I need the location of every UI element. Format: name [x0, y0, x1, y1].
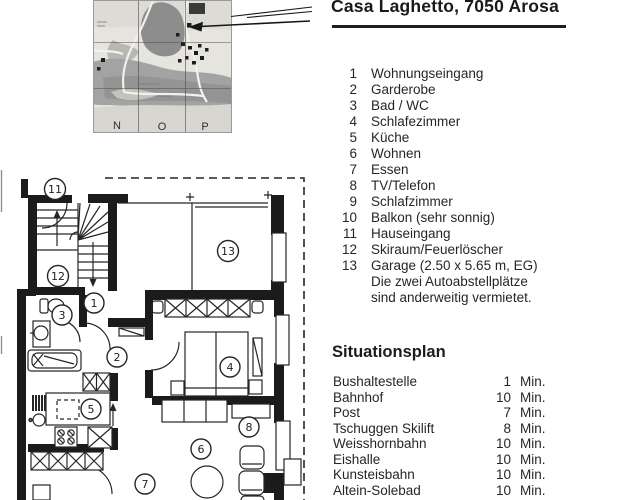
- situation-minutes: 10: [495, 467, 511, 482]
- legend-row: [332, 98, 538, 114]
- legend-note-line: Die zwei Autoabstellplätze: [371, 274, 528, 289]
- room-label-4-text: 4: [226, 361, 234, 374]
- legend-label: Küche: [371, 130, 410, 145]
- legend-label: Wohnungseingang: [371, 66, 484, 81]
- situation-minutes: 1: [503, 374, 511, 389]
- situation-unit: Min.: [520, 405, 546, 420]
- room-label-8: [239, 417, 259, 437]
- situation-unit: Min.: [520, 389, 546, 405]
- situation-place: Kunsteisbahn: [333, 467, 415, 482]
- situation-minutes: 10: [495, 451, 511, 467]
- legend-label: Bad / WC: [371, 98, 429, 113]
- kitchen-cabinet: [88, 427, 112, 448]
- legend-num: 4: [349, 114, 357, 129]
- legend-row: [332, 146, 538, 162]
- kitchen-radiator: [33, 395, 45, 411]
- legend-row: [332, 162, 538, 178]
- kitchen-sink: [29, 414, 45, 426]
- legend-num: 9: [349, 194, 357, 209]
- legend-row: [332, 258, 538, 274]
- situation-place: Weisshornbahn: [333, 436, 427, 451]
- legend-num: 8: [349, 178, 357, 193]
- legend-num: 11: [342, 226, 357, 241]
- room-label-2-text: 2: [113, 351, 121, 364]
- armchairs: [239, 446, 264, 500]
- room-label-11-text: 11: [48, 183, 62, 196]
- situation-minutes: 10: [495, 482, 511, 498]
- legend-label: Garderobe: [371, 82, 436, 97]
- legend-num: 10: [341, 210, 357, 225]
- situationsplan-list: [333, 374, 546, 498]
- legend-row: [332, 226, 538, 242]
- legend-num: 13: [341, 258, 357, 273]
- legend-label: TV/Telefon: [371, 178, 436, 193]
- legend-row: [332, 66, 538, 82]
- legend-label: Schlafzimmer: [371, 194, 453, 209]
- situation-minutes: 7: [503, 405, 511, 420]
- legend-label: Essen: [371, 162, 409, 177]
- kitchen-wardrobe: [31, 452, 103, 470]
- legend-num: 5: [349, 130, 357, 145]
- situation-minutes: 8: [503, 420, 511, 436]
- room-label-13-text: 13: [221, 245, 235, 258]
- situation-row: [333, 483, 546, 499]
- map-grid-letter-p: P: [201, 121, 209, 133]
- legend-row: [332, 210, 538, 226]
- situation-row: [333, 374, 546, 390]
- room-label-3: [52, 305, 72, 325]
- garage-side-door: [272, 233, 286, 282]
- page-title: Casa Laghetto, 7050 Arosa: [331, 0, 560, 16]
- situation-place: Altein-Solebad: [333, 482, 421, 498]
- map-grid-letter-o: O: [157, 121, 167, 133]
- room-label-1: [84, 293, 104, 313]
- room-legend: [332, 66, 538, 306]
- room-label-8-text: 8: [245, 421, 253, 434]
- room-label-11: [45, 179, 66, 200]
- legend-label: Balkon (sehr sonnig): [371, 210, 495, 225]
- room-label-12-text: 12: [51, 270, 65, 283]
- small-cabinet: [33, 485, 50, 500]
- title-rule: [332, 25, 566, 28]
- situation-row: [333, 467, 546, 483]
- legend-label: Wohnen: [371, 146, 422, 161]
- situation-unit: Min.: [520, 420, 546, 436]
- hall-radiator: [119, 328, 144, 336]
- legend-num: 1: [349, 66, 357, 81]
- map-grid-letter-n: N: [113, 120, 121, 132]
- situation-row: [333, 390, 546, 406]
- legend-row: [332, 82, 538, 98]
- legend-row: [332, 130, 538, 146]
- garage-outline: [118, 191, 272, 290]
- situation-unit: Min.: [520, 467, 546, 482]
- situation-unit: Min.: [520, 451, 546, 467]
- floor-plan: [0, 165, 322, 500]
- bedroom-door: [151, 342, 179, 370]
- room-label-12: [48, 266, 69, 287]
- entry-cupboard: [83, 373, 110, 391]
- situation-unit: Min.: [520, 482, 546, 498]
- situation-row: [333, 452, 546, 468]
- arrowhead: [189, 22, 204, 32]
- situationsplan-heading: Situationsplan: [332, 343, 446, 361]
- apartment-entry-door: [84, 323, 110, 349]
- legend-row: [332, 114, 538, 130]
- legend-label: Skiraum/Feuerlöscher: [371, 242, 504, 257]
- room-label-7-text: 7: [141, 478, 149, 491]
- balcony-edge: [284, 459, 301, 485]
- legend-row: [332, 242, 538, 258]
- legend-row: [332, 178, 538, 194]
- situation-place: Post: [333, 405, 361, 420]
- survey-tick-2: [264, 191, 272, 199]
- stove: [55, 427, 77, 447]
- legend-label: Garage (2.50 x 5.65 m, EG): [371, 258, 538, 273]
- situation-row: [333, 436, 546, 452]
- windows: [272, 233, 301, 485]
- bathroom-sink: [30, 321, 50, 347]
- situation-place: Bushaltestelle: [333, 374, 418, 389]
- legend-label: Hauseingang: [371, 226, 451, 241]
- situation-place: Eishalle: [333, 451, 381, 467]
- double-bed: [171, 332, 262, 396]
- room-label-1-text: 1: [90, 297, 98, 310]
- house-entrance-door: [42, 203, 67, 228]
- bedroom-window: [276, 315, 289, 365]
- room-label-5: [81, 399, 101, 419]
- legend-num: 12: [341, 242, 357, 257]
- situation-row: [333, 405, 546, 421]
- legend-num: 7: [349, 162, 357, 177]
- survey-tick-1: [186, 193, 194, 201]
- legend-label: Schlafezimmer: [371, 114, 461, 129]
- room-label-6: [191, 439, 211, 459]
- situation-minutes: 10: [495, 389, 511, 405]
- room-label-3-text: 3: [58, 309, 66, 322]
- room-label-6-text: 6: [197, 443, 205, 456]
- room-label-13: [218, 241, 239, 262]
- situation-place: Bahnhof: [333, 389, 384, 405]
- situation-unit: Min.: [520, 436, 546, 451]
- legend-num: 6: [349, 146, 357, 161]
- situation-minutes: 10: [495, 436, 511, 451]
- situation-place: Tschuggen Skilift: [333, 420, 435, 436]
- arrow-lines: [189, 7, 313, 32]
- situation-row: [333, 421, 546, 437]
- legend-num: 2: [349, 82, 357, 97]
- bedroom-radiator: [253, 338, 262, 376]
- situation-unit: Min.: [520, 374, 546, 389]
- room-label-5-text: 5: [87, 403, 95, 416]
- room-label-7: [135, 474, 155, 494]
- legend-note-line: sind anderweitig vermietet.: [371, 290, 532, 305]
- bathtub: [28, 350, 81, 371]
- pointer-arrow: [183, 2, 315, 36]
- legend-num: 3: [349, 98, 357, 113]
- room-label-2: [107, 347, 127, 367]
- round-table: [191, 466, 223, 498]
- room-label-4: [220, 357, 240, 377]
- bedroom-wardrobe: [152, 299, 263, 317]
- legend-row: [332, 194, 538, 210]
